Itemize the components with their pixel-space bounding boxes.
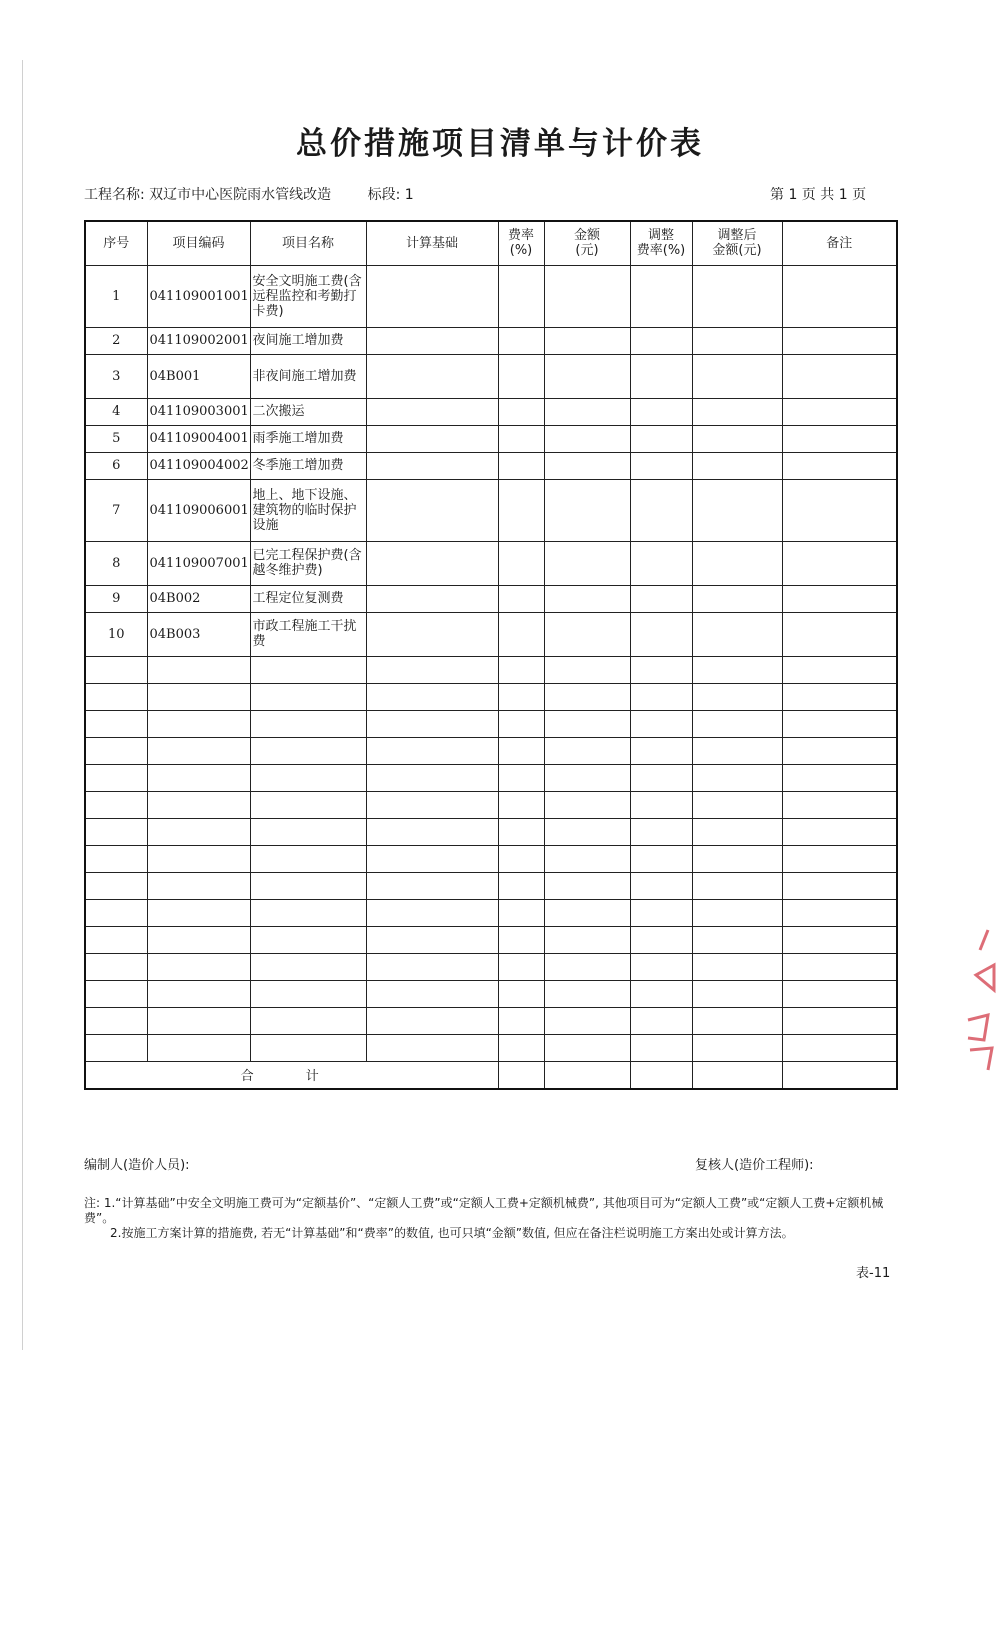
- note-line-1: 注: 1.“计算基础”中安全文明施工费可为“定额基价”、“定额人工费”或“定额人工费+定额机械费”, 其他项目可为“定额人工费”或“定额人工费+定额机械费”。: [84, 1196, 884, 1225]
- empty-cell: [782, 737, 897, 764]
- empty-cell: [147, 791, 250, 818]
- header-row: [85, 221, 897, 265]
- cell-code: 041109004002: [147, 452, 250, 479]
- cell-code: 041109007001: [147, 541, 250, 585]
- empty-cell: [250, 926, 366, 953]
- empty-cell: [692, 791, 782, 818]
- table-row: [85, 327, 897, 354]
- empty-cell: [498, 980, 544, 1007]
- measures-table: [84, 220, 898, 1090]
- empty-cell: [544, 737, 630, 764]
- empty-row: [85, 926, 897, 953]
- cell-adjrate: [630, 425, 692, 452]
- cell-remark: [782, 398, 897, 425]
- empty-cell: [85, 926, 147, 953]
- cell-adjrate: [630, 327, 692, 354]
- table-row: [85, 541, 897, 585]
- empty-cell: [85, 737, 147, 764]
- cell-adjrate: [630, 265, 692, 327]
- header-adj-amount-l2: 金额(元): [712, 243, 762, 259]
- empty-cell: [630, 1034, 692, 1061]
- cell-code: 041109001001: [147, 265, 250, 327]
- empty-cell: [544, 710, 630, 737]
- cell-basis: [366, 585, 498, 612]
- empty-row: [85, 656, 897, 683]
- cell-remark: [782, 425, 897, 452]
- cell-amount: [544, 452, 630, 479]
- scan-edge-line: [22, 60, 23, 1350]
- cell-no: 1: [85, 265, 147, 327]
- empty-cell: [366, 872, 498, 899]
- empty-cell: [782, 899, 897, 926]
- empty-cell: [630, 926, 692, 953]
- empty-cell: [630, 683, 692, 710]
- cell-amount: [544, 585, 630, 612]
- header-remark: 备注: [782, 221, 897, 265]
- empty-cell: [692, 818, 782, 845]
- empty-cell: [250, 683, 366, 710]
- empty-cell: [782, 1007, 897, 1034]
- table-row: [85, 612, 897, 656]
- cell-no: 5: [85, 425, 147, 452]
- table-row: [85, 479, 897, 541]
- empty-cell: [498, 683, 544, 710]
- empty-cell: [692, 872, 782, 899]
- empty-row: [85, 791, 897, 818]
- cell-adjrate: [630, 612, 692, 656]
- header-amount-l2: (元): [575, 243, 599, 259]
- cell-name: 地上、地下设施、建筑物的临时保护设施: [250, 479, 366, 541]
- cell-rate: [498, 265, 544, 327]
- header-no: 序号: [85, 221, 147, 265]
- empty-cell: [692, 899, 782, 926]
- empty-cell: [498, 926, 544, 953]
- empty-cell: [630, 656, 692, 683]
- empty-cell: [250, 845, 366, 872]
- cell-remark: [782, 541, 897, 585]
- cell-basis: [366, 479, 498, 541]
- empty-cell: [147, 980, 250, 1007]
- empty-cell: [782, 791, 897, 818]
- empty-cell: [85, 683, 147, 710]
- empty-cell: [630, 1007, 692, 1034]
- cell-rate: [498, 585, 544, 612]
- empty-cell: [782, 1034, 897, 1061]
- empty-cell: [85, 791, 147, 818]
- table-row: [85, 265, 897, 327]
- cell-amount: [544, 265, 630, 327]
- cell-no: 9: [85, 585, 147, 612]
- cell-name: 雨季施工增加费: [250, 425, 366, 452]
- empty-cell: [692, 845, 782, 872]
- cell-code: 041109002001: [147, 327, 250, 354]
- header-rate: [498, 221, 544, 265]
- empty-cell: [85, 872, 147, 899]
- empty-cell: [250, 737, 366, 764]
- cell-adjamount: [692, 612, 782, 656]
- empty-cell: [85, 980, 147, 1007]
- empty-cell: [544, 683, 630, 710]
- cell-amount: [544, 541, 630, 585]
- empty-cell: [630, 953, 692, 980]
- empty-cell: [544, 926, 630, 953]
- empty-cell: [544, 980, 630, 1007]
- empty-cell: [782, 845, 897, 872]
- cell-adjamount: [692, 541, 782, 585]
- cell-amount: [544, 354, 630, 398]
- empty-cell: [366, 953, 498, 980]
- page-info: 第 1 页 共 1 页: [770, 187, 867, 203]
- total-cell: [544, 1061, 630, 1089]
- empty-cell: [630, 818, 692, 845]
- empty-cell: [85, 764, 147, 791]
- header-adj-amount: [692, 221, 782, 265]
- cell-adjrate: [630, 398, 692, 425]
- empty-cell: [366, 683, 498, 710]
- header-adj-amount-l1: 调整后: [717, 228, 757, 244]
- cell-code: 041109003001: [147, 398, 250, 425]
- empty-cell: [366, 737, 498, 764]
- empty-row: [85, 710, 897, 737]
- cell-name: 市政工程施工干扰费: [250, 612, 366, 656]
- empty-cell: [498, 1007, 544, 1034]
- empty-cell: [250, 764, 366, 791]
- empty-cell: [544, 899, 630, 926]
- empty-cell: [630, 710, 692, 737]
- header-rate-l2: (%): [509, 243, 533, 259]
- cell-adjamount: [692, 398, 782, 425]
- empty-row: [85, 818, 897, 845]
- empty-row: [85, 1034, 897, 1061]
- empty-cell: [366, 818, 498, 845]
- project-info: [84, 184, 414, 204]
- cell-name: 已完工程保护费(含越冬维护费): [250, 541, 366, 585]
- cell-no: 6: [85, 452, 147, 479]
- cell-remark: [782, 585, 897, 612]
- table-row: [85, 452, 897, 479]
- total-cell: [692, 1061, 782, 1089]
- cell-rate: [498, 612, 544, 656]
- empty-cell: [498, 899, 544, 926]
- header-adj-rate-l1: 调整: [647, 228, 674, 244]
- cell-rate: [498, 327, 544, 354]
- empty-cell: [782, 656, 897, 683]
- empty-cell: [630, 737, 692, 764]
- empty-cell: [692, 980, 782, 1007]
- cell-rate: [498, 452, 544, 479]
- empty-cell: [366, 926, 498, 953]
- empty-cell: [147, 845, 250, 872]
- empty-cell: [147, 764, 250, 791]
- empty-cell: [85, 710, 147, 737]
- compiler-signature: 编制人(造价人员):: [84, 1158, 190, 1173]
- empty-cell: [544, 1034, 630, 1061]
- total-label: 合 计: [85, 1061, 498, 1089]
- empty-cell: [366, 764, 498, 791]
- empty-cell: [250, 818, 366, 845]
- cell-basis: [366, 452, 498, 479]
- cell-basis: [366, 425, 498, 452]
- empty-cell: [147, 683, 250, 710]
- empty-cell: [782, 953, 897, 980]
- empty-cell: [85, 899, 147, 926]
- cell-amount: [544, 327, 630, 354]
- empty-cell: [250, 1007, 366, 1034]
- empty-cell: [782, 980, 897, 1007]
- cell-rate: [498, 541, 544, 585]
- header-adj-rate-l2: 费率(%): [636, 243, 686, 259]
- cell-adjamount: [692, 265, 782, 327]
- empty-cell: [147, 710, 250, 737]
- cell-adjrate: [630, 585, 692, 612]
- header-amount: [544, 221, 630, 265]
- cell-remark: [782, 327, 897, 354]
- cell-basis: [366, 327, 498, 354]
- empty-cell: [692, 1007, 782, 1034]
- empty-cell: [366, 656, 498, 683]
- empty-cell: [544, 818, 630, 845]
- empty-cell: [544, 845, 630, 872]
- note-line-2: 2.按施工方案计算的措施费, 若无“计算基础”和“费率”的数值, 也可只填“金额”数值, 但应在备注栏说明施工方案出处或计算方法。: [110, 1226, 794, 1240]
- empty-cell: [782, 872, 897, 899]
- empty-cell: [498, 656, 544, 683]
- cell-no: 4: [85, 398, 147, 425]
- empty-cell: [250, 656, 366, 683]
- empty-cell: [692, 926, 782, 953]
- empty-cell: [782, 818, 897, 845]
- cell-adjamount: [692, 452, 782, 479]
- empty-cell: [544, 656, 630, 683]
- empty-cell: [250, 872, 366, 899]
- header-name: 项目名称: [250, 221, 366, 265]
- empty-cell: [692, 1034, 782, 1061]
- cell-no: 8: [85, 541, 147, 585]
- empty-cell: [782, 926, 897, 953]
- cell-basis: [366, 541, 498, 585]
- cell-adjrate: [630, 541, 692, 585]
- empty-cell: [147, 656, 250, 683]
- empty-cell: [630, 791, 692, 818]
- empty-cell: [85, 656, 147, 683]
- empty-cell: [544, 953, 630, 980]
- empty-cell: [782, 764, 897, 791]
- empty-cell: [498, 953, 544, 980]
- form-number: 表-11: [856, 1266, 891, 1281]
- empty-cell: [692, 953, 782, 980]
- empty-cell: [692, 710, 782, 737]
- empty-cell: [366, 791, 498, 818]
- empty-cell: [250, 980, 366, 1007]
- cell-remark: [782, 479, 897, 541]
- header-basis: 计算基础: [366, 221, 498, 265]
- empty-row: [85, 953, 897, 980]
- empty-cell: [544, 791, 630, 818]
- table-row: [85, 425, 897, 452]
- cell-name: 非夜间施工增加费: [250, 354, 366, 398]
- total-cell: [630, 1061, 692, 1089]
- empty-cell: [630, 764, 692, 791]
- empty-cell: [692, 737, 782, 764]
- empty-cell: [630, 872, 692, 899]
- empty-cell: [250, 1034, 366, 1061]
- empty-cell: [366, 845, 498, 872]
- empty-cell: [692, 764, 782, 791]
- cell-adjrate: [630, 354, 692, 398]
- empty-cell: [498, 710, 544, 737]
- empty-cell: [544, 1007, 630, 1034]
- cell-no: 7: [85, 479, 147, 541]
- table-row: [85, 398, 897, 425]
- empty-row: [85, 1007, 897, 1034]
- reviewer-signature: 复核人(造价工程师):: [695, 1158, 814, 1173]
- cell-adjrate: [630, 479, 692, 541]
- total-cell: [498, 1061, 544, 1089]
- cell-rate: [498, 479, 544, 541]
- header-rate-l1: 费率: [507, 228, 534, 244]
- empty-cell: [250, 710, 366, 737]
- empty-cell: [250, 791, 366, 818]
- empty-cell: [366, 710, 498, 737]
- empty-cell: [498, 791, 544, 818]
- cell-adjamount: [692, 425, 782, 452]
- total-cell: [782, 1061, 897, 1089]
- empty-cell: [147, 926, 250, 953]
- cell-adjamount: [692, 585, 782, 612]
- empty-cell: [630, 845, 692, 872]
- cell-remark: [782, 452, 897, 479]
- cell-remark: [782, 354, 897, 398]
- empty-row: [85, 980, 897, 1007]
- empty-row: [85, 764, 897, 791]
- empty-cell: [147, 1034, 250, 1061]
- empty-cell: [630, 899, 692, 926]
- empty-cell: [366, 980, 498, 1007]
- empty-cell: [782, 710, 897, 737]
- empty-cell: [85, 953, 147, 980]
- header-amount-l1: 金额: [573, 228, 600, 244]
- cell-code: 041109004001: [147, 425, 250, 452]
- cell-name: 夜间施工增加费: [250, 327, 366, 354]
- cell-adjamount: [692, 354, 782, 398]
- cell-name: 安全文明施工费(含远程监控和考勤打卡费): [250, 265, 366, 327]
- empty-cell: [498, 845, 544, 872]
- cell-code: 04B001: [147, 354, 250, 398]
- cell-amount: [544, 425, 630, 452]
- header-adj-rate: [630, 221, 692, 265]
- total-row: [85, 1061, 897, 1089]
- empty-cell: [498, 737, 544, 764]
- empty-cell: [692, 656, 782, 683]
- empty-cell: [498, 818, 544, 845]
- cell-basis: [366, 265, 498, 327]
- empty-cell: [498, 872, 544, 899]
- empty-cell: [147, 737, 250, 764]
- cell-remark: [782, 265, 897, 327]
- empty-cell: [692, 683, 782, 710]
- cell-basis: [366, 354, 498, 398]
- cell-basis: [366, 398, 498, 425]
- notes: [84, 1196, 896, 1241]
- empty-cell: [85, 818, 147, 845]
- empty-cell: [498, 764, 544, 791]
- empty-cell: [147, 953, 250, 980]
- table-row: [85, 354, 897, 398]
- empty-cell: [544, 764, 630, 791]
- empty-cell: [366, 1007, 498, 1034]
- empty-cell: [366, 899, 498, 926]
- empty-cell: [366, 1034, 498, 1061]
- project-name-value: 双辽市中心医院雨水管线改造: [149, 187, 332, 203]
- empty-cell: [147, 1007, 250, 1034]
- cell-name: 二次搬运: [250, 398, 366, 425]
- cell-adjamount: [692, 479, 782, 541]
- empty-cell: [85, 1034, 147, 1061]
- cell-adjamount: [692, 327, 782, 354]
- cell-adjrate: [630, 452, 692, 479]
- empty-cell: [782, 683, 897, 710]
- empty-row: [85, 737, 897, 764]
- empty-cell: [147, 899, 250, 926]
- cell-no: 10: [85, 612, 147, 656]
- empty-cell: [85, 1007, 147, 1034]
- cell-rate: [498, 354, 544, 398]
- section-value: 1: [404, 187, 414, 203]
- header-code: 项目编码: [147, 221, 250, 265]
- empty-row: [85, 683, 897, 710]
- cell-code: 041109006001: [147, 479, 250, 541]
- project-name-label: 工程名称:: [84, 187, 145, 203]
- cell-no: 2: [85, 327, 147, 354]
- empty-cell: [630, 980, 692, 1007]
- red-stamp-fragment: [958, 920, 998, 1080]
- empty-cell: [498, 1034, 544, 1061]
- cell-amount: [544, 612, 630, 656]
- empty-cell: [250, 899, 366, 926]
- empty-row: [85, 872, 897, 899]
- section-label: 标段:: [367, 187, 401, 203]
- cell-code: 04B003: [147, 612, 250, 656]
- cell-rate: [498, 398, 544, 425]
- table-row: [85, 585, 897, 612]
- page-title: 总价措施项目清单与计价表: [296, 126, 704, 162]
- empty-row: [85, 899, 897, 926]
- cell-code: 04B002: [147, 585, 250, 612]
- cell-no: 3: [85, 354, 147, 398]
- empty-row: [85, 845, 897, 872]
- empty-cell: [544, 872, 630, 899]
- empty-cell: [250, 953, 366, 980]
- empty-cell: [85, 845, 147, 872]
- cell-amount: [544, 398, 630, 425]
- cell-rate: [498, 425, 544, 452]
- empty-cell: [147, 872, 250, 899]
- empty-cell: [147, 818, 250, 845]
- cell-name: 冬季施工增加费: [250, 452, 366, 479]
- cell-basis: [366, 612, 498, 656]
- cell-name: 工程定位复测费: [250, 585, 366, 612]
- cell-remark: [782, 612, 897, 656]
- cell-amount: [544, 479, 630, 541]
